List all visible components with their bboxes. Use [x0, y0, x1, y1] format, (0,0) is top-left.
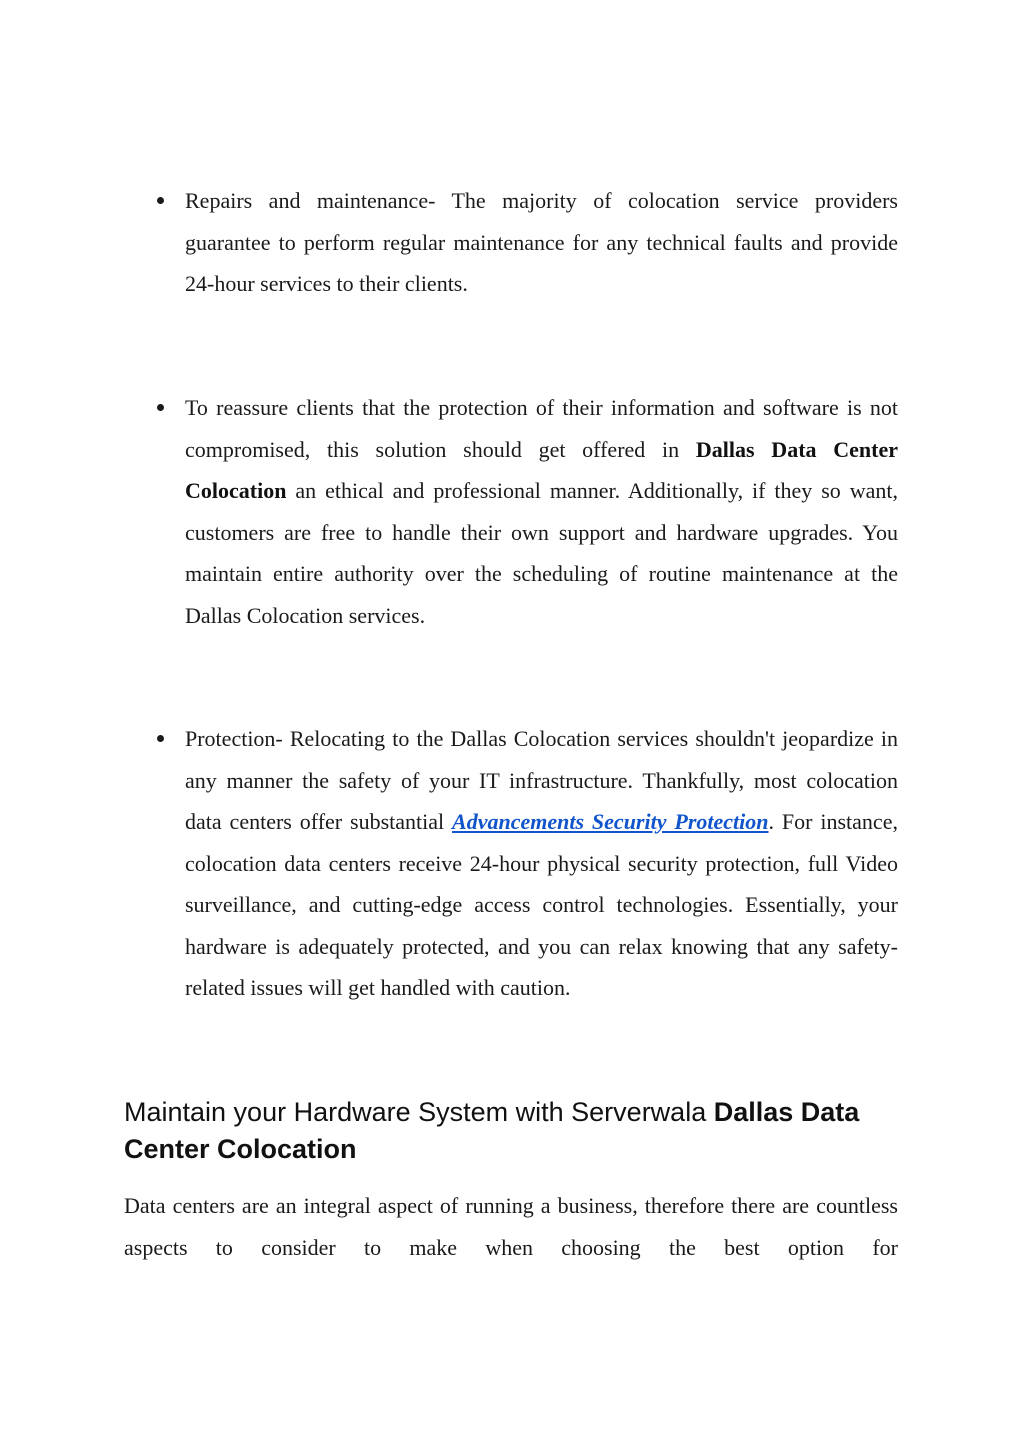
bullet-protection-text-before: Protection- Relocating to the Dallas Colocation services shouldn't jeopardize in any manner the safety of your IT infrastructure. Thankfully, most colocation data centers offer substantial [185, 726, 898, 834]
bullet-dot-icon [157, 735, 164, 742]
bullet-dot-icon [157, 197, 164, 204]
bullet-reassure-text-after: an ethical and professional manner. Additionally, if they so want, customers are free to handle their own support and hardware upgrades. You maintain entire authority over the scheduling of routine maintenance at the Dallas Colocation services. [185, 478, 898, 628]
bullet-reassure [185, 387, 898, 636]
section-heading-bold: Dallas Data Center Colocation [124, 1097, 860, 1164]
bullet-protection-text-after: . For instance, colocation data centers receive 24-hour physical security protection, full Video surveillance, and cutting-edge access control technologies. Essentially, your hardware is adequately protected, and you can relax knowing that any safety-related issues will get handled with caution. [185, 809, 898, 1000]
bullet-reassure-text-before: To reassure clients that the protection of their information and software is not compromised, this solution should get offered in [185, 395, 898, 462]
section-heading-plain: Maintain your Hardware System with Serverwala [124, 1097, 714, 1127]
section-heading [124, 1094, 924, 1168]
bullet-repairs-text: Repairs and maintenance- The majority of colocation service providers guarantee to perform regular maintenance for any technical faults and provide 24-hour services to their clients. [185, 188, 898, 296]
bullet-dot-icon [157, 404, 164, 411]
bullet-protection [185, 718, 898, 1009]
bullet-repairs [185, 180, 898, 305]
bullet-reassure-bold: Dallas Data Center Colocation [185, 436, 898, 503]
body-paragraph: Data centers are an integral aspect of running a business, therefore there are countless aspects to consider to make when choosing the best option for [124, 1193, 898, 1260]
security-protection-link[interactable]: Advancements Security Protection [452, 809, 769, 834]
